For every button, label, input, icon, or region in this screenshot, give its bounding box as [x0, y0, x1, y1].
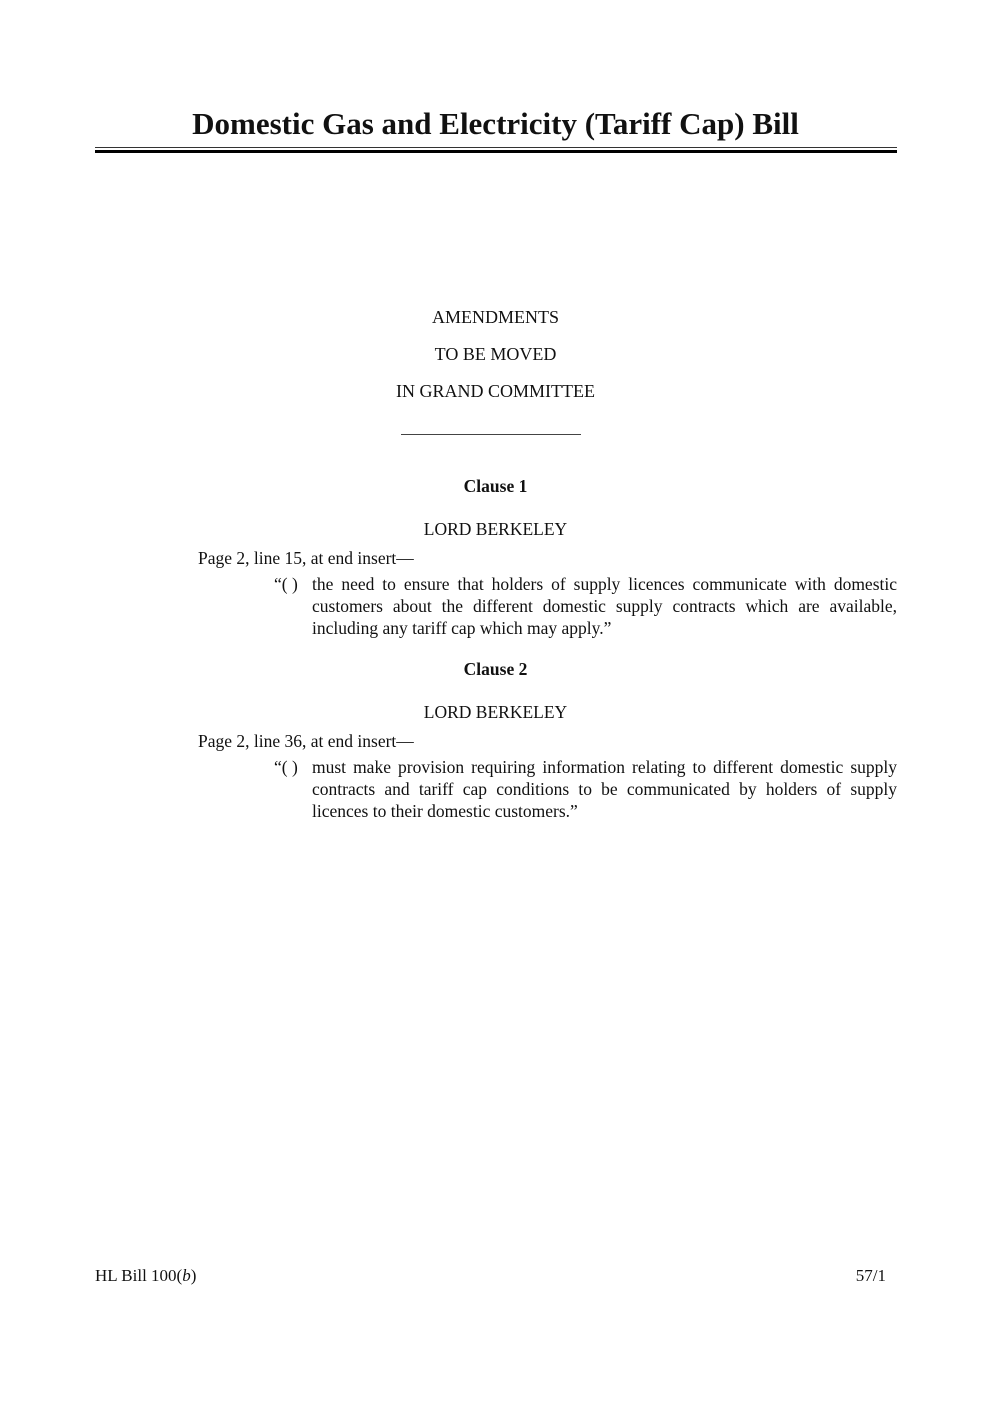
page-reference: 57/1	[855, 1266, 886, 1285]
heading-line-3: IN GRAND COMMITTEE	[396, 381, 595, 401]
amendment-marker: “( )	[274, 757, 298, 777]
amendment-text-block	[274, 756, 897, 822]
amendment-instruction: Page 2, line 36, at end insert—	[198, 731, 414, 751]
amendment-text-block	[274, 573, 897, 639]
bill-title: Domestic Gas and Electricity (Tariff Cap) Bill	[192, 106, 799, 141]
amendment-text: must make provision requiring information relating to different domestic supply contracts and tariff cap conditions to be communicated by holders of supply licences to their domestic customers.”	[312, 757, 897, 821]
heading-line-1: AMENDMENTS	[431, 307, 559, 327]
mover-name: LORD BERKELEY	[423, 702, 568, 722]
bill-number	[95, 1266, 196, 1286]
title-rule-thick	[95, 150, 897, 153]
heading-line-2: TO BE MOVED	[434, 344, 557, 364]
bill-number-prefix: HL Bill 100(	[95, 1266, 183, 1285]
bill-number-suffix: )	[190, 1266, 197, 1285]
amendment-instruction: Page 2, line 15, at end insert—	[198, 548, 414, 568]
clause-heading: Clause 2	[463, 659, 528, 679]
separator	[401, 434, 581, 435]
amendment-marker: “( )	[274, 574, 298, 594]
mover-name: LORD BERKELEY	[423, 519, 568, 539]
bill-number-letter: b	[182, 1266, 191, 1285]
title-rule-thin	[95, 147, 897, 148]
clause-heading: Clause 1	[463, 476, 528, 496]
amendment-text: the need to ensure that holders of supply licences communicate with domestic customers about the different domestic supply contracts which are available, including any tariff cap which may apply.”	[312, 574, 897, 638]
